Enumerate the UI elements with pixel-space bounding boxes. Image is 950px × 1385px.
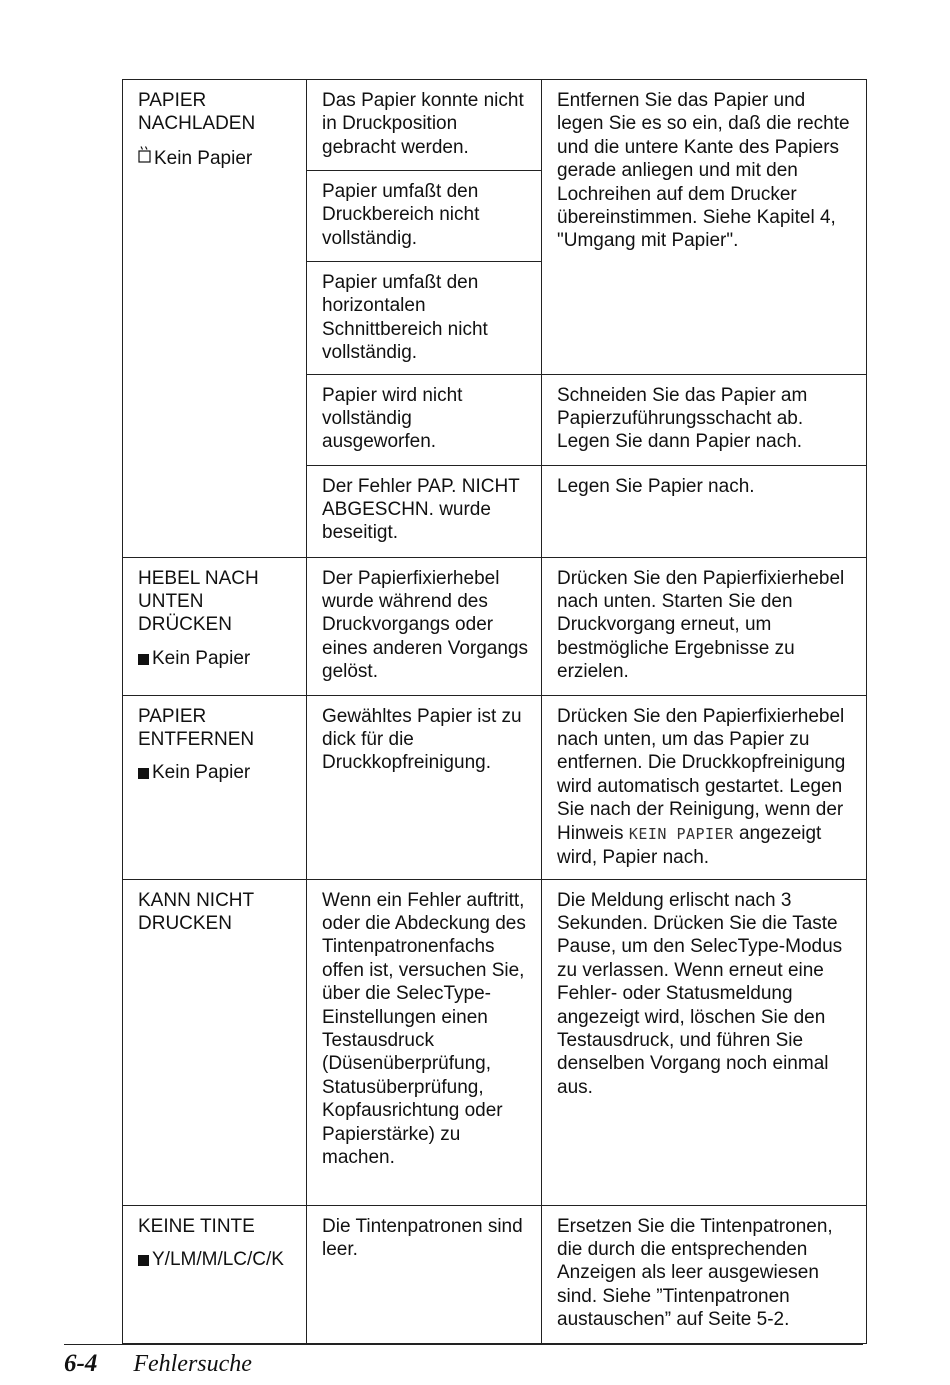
message-cell [123, 1205, 307, 1343]
cause-cell: Gewähltes Papier ist zu dick für die Druckkopfreinigung. [307, 695, 542, 879]
status-indicator [138, 146, 296, 170]
table-row [123, 557, 867, 695]
status-indicator [138, 1248, 296, 1271]
table-row [123, 80, 867, 171]
status-label: Y/LM/M/LC/C/K [152, 1249, 284, 1271]
status-label: Kein Papier [154, 147, 253, 169]
table-row [123, 695, 867, 879]
remedy-cell: Drücken Sie den Papierfixierhebel nach unten. Starten Sie den Druckvorgang erneut, um bestmögliche Ergebnisse zu erzielen. [542, 557, 867, 695]
remedy-cell: Die Meldung erlischt nach 3 Sekunden. Drücken Sie die Taste Pause, um den SelecType-Modus zu verlassen. Wenn erneut eine Fehler- oder Statusmeldung angezeigt wird, löschen Sie den Testausdruck, und führen Sie denselben Vorgang noch einmal aus. [542, 879, 867, 1205]
message-cell [123, 557, 307, 695]
cause-cell: Die Tintenpatronen sind leer. [307, 1205, 542, 1343]
blinking-light-icon [138, 146, 152, 170]
remedy-text: Drücken Sie den Papierfixierhebel nach unten, um das Papier zu entfernen. Die Druckkopfreinigung wird automatisch gestartet. Legen Sie nach der Reinigung, wenn der Hinweis [557, 705, 846, 844]
message-cell [123, 879, 307, 1205]
cause-cell: Papier umfaßt den Druckbereich nicht vollständig. [307, 171, 542, 262]
remedy-text: angezeigt wird, Papier nach. [557, 822, 822, 869]
footer-divider [64, 1344, 863, 1345]
message-line: PAPIER [138, 90, 207, 111]
cause-cell: Papier wird nicht vollständig ausgeworfen. [307, 374, 542, 465]
message-line: PAPIER [138, 705, 207, 727]
message-line: UNTEN [138, 591, 204, 613]
page-number: 6-4 [64, 1350, 98, 1377]
remedy-cell: Schneiden Sie das Papier am Papierzuführungsschacht ab. Legen Sie dann Papier nach. [542, 374, 867, 465]
remedy-cell: Entfernen Sie das Papier und legen Sie es so ein, daß die rechte und die untere Kante des Papiers gerade anliegen und mit den Lochreihen auf dem Drucker übereinstimmen. Siehe Kapitel 4, "Umgang mit Papier". [542, 80, 867, 375]
cause-cell: Der Fehler PAP. NICHT ABGESCHN. wurde beseitigt. [307, 465, 542, 557]
table-row [123, 879, 867, 1205]
error-message-table [122, 79, 867, 1344]
message-line: DRUCKEN [138, 913, 232, 935]
status-label: Kein Papier [152, 647, 251, 669]
message-cell [123, 695, 307, 879]
status-indicator [138, 647, 296, 670]
lcd-message: KEIN PAPIER [628, 824, 734, 843]
page-footer [64, 1350, 252, 1378]
section-title: Fehlersuche [133, 1351, 252, 1377]
message-line: KEINE TINTE [138, 1215, 255, 1237]
remedy-cell: Ersetzen Sie die Tintenpatronen, die durch die entsprechenden Anzeigen als leer ausgewiesen sind. Siehe ”Tintenpatronen austauschen” auf Seite 5-2. [542, 1205, 867, 1343]
table-row [123, 1205, 867, 1343]
cause-cell: Wenn ein Fehler auftritt, oder die Abdeckung des Tintenpatronenfachs offen ist, versuchen Sie, über die SelecType-Einstellungen einen Testausdruck (Düsenüberprüfung, Statusüberprüfung, Kopfausrichtung oder Papierstärke) zu machen. [307, 879, 542, 1205]
message-line: DRÜCKEN [138, 614, 232, 636]
solid-light-icon [138, 768, 149, 779]
cause-cell: Das Papier konnte nicht in Druckposition gebracht werden. [307, 80, 542, 171]
message-line: KANN NICHT [138, 889, 255, 911]
message-line: ENTFERNEN [138, 729, 255, 751]
solid-light-icon [138, 1255, 149, 1266]
solid-light-icon [138, 654, 149, 665]
message-line: NACHLADEN [138, 113, 256, 135]
status-indicator [138, 761, 296, 784]
cause-cell: Der Papierfixierhebel wurde während des Druckvorgangs oder eines anderen Vorgangs gelöst. [307, 557, 542, 695]
message-line: HEBEL NACH [138, 567, 259, 589]
cause-cell: Papier umfaßt den horizontalen Schnittbereich nicht vollständig. [307, 262, 542, 375]
remedy-cell: Legen Sie Papier nach. [542, 465, 867, 557]
message-cell [123, 80, 307, 558]
status-label: Kein Papier [152, 762, 251, 784]
remedy-cell [542, 695, 867, 879]
